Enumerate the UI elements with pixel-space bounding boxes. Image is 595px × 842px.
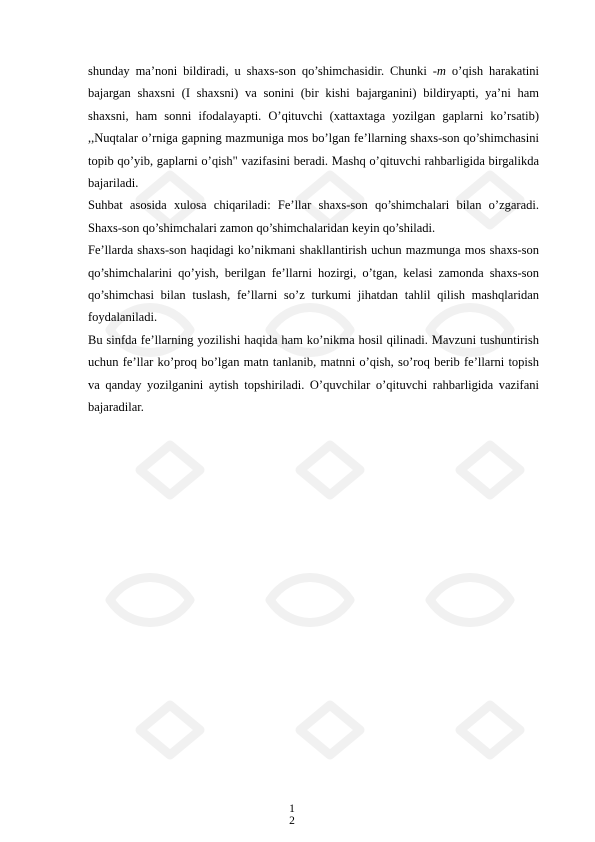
page-number-line-1: 1 xyxy=(289,803,295,815)
paragraph-3: Fe’llarda shaxs-son haqidagi ko’nikmani shakllantirish uchun mazmunga mos shaxs-son qo’shimchalarini qo’yish, berilgan fe’llarni hozirgi, o’tgan, kelasi zamonda shaxs-son qo’shimchasi bilan tuslash, fe’llarni so’z turkumi jihatdan tahlil qilish mashqlaridan foydalaniladi. xyxy=(88,243,539,325)
watermark-shape xyxy=(140,445,520,495)
paragraph-1-text-before: shunday ma’noni bildiradi, u shaxs-son qo’shimchasidir. Chunki xyxy=(88,64,433,78)
paragraph-4: Bu sinfda fe’llarning yozilishi haqida ham ko’nikma hosil qilinadi. Mavzuni tushuntirish uchun fe’llar ko’proq bo’lgan matn tanlanib, matnni o’qish, so’roq berib fe’llarni topish va qanday yozilganini aytish topshiriladi. O’quvchilar o’qituvchi rahbarligida vazifani bajaradilar. xyxy=(88,332,539,415)
paragraph-1-text-after: o’qish harakatini bajargan shaxsni (I shaxsni) va sonini (bir kishi bajarganini) bildiryapti, ya’ni ham shaxsni, ham sonni ifodalayapti. O’qituvchi (xattaxtaga yozilgan gaplarni ko’rsatib) ,,Nuqtalar o’rniga gapning mazmuniga mos bo’lgan fe’llarning shaxs-son qo’shimchasini topib qo’yib, gaplarni o’qish" vazifasini beradi. Mashq o’qituvchi rahbarligida birgalikda bajariladi. xyxy=(88,64,539,191)
paragraph-2: Suhbat asosida xulosa chiqariladi: Fe’llar shaxs-son qo’shimchalari bilan o’zgaradi. Shaxs-son qo’shimchalari zamon qo’shimchalaridan keyin qo’shiladi. xyxy=(88,198,539,235)
page-number xyxy=(286,803,298,827)
watermark-shape xyxy=(110,578,510,623)
document-body xyxy=(88,60,539,419)
paragraph-1 xyxy=(88,60,539,194)
page-number-line-2: 2 xyxy=(289,815,295,827)
watermark-shape xyxy=(140,705,520,755)
suffix-example: -m xyxy=(432,64,446,78)
